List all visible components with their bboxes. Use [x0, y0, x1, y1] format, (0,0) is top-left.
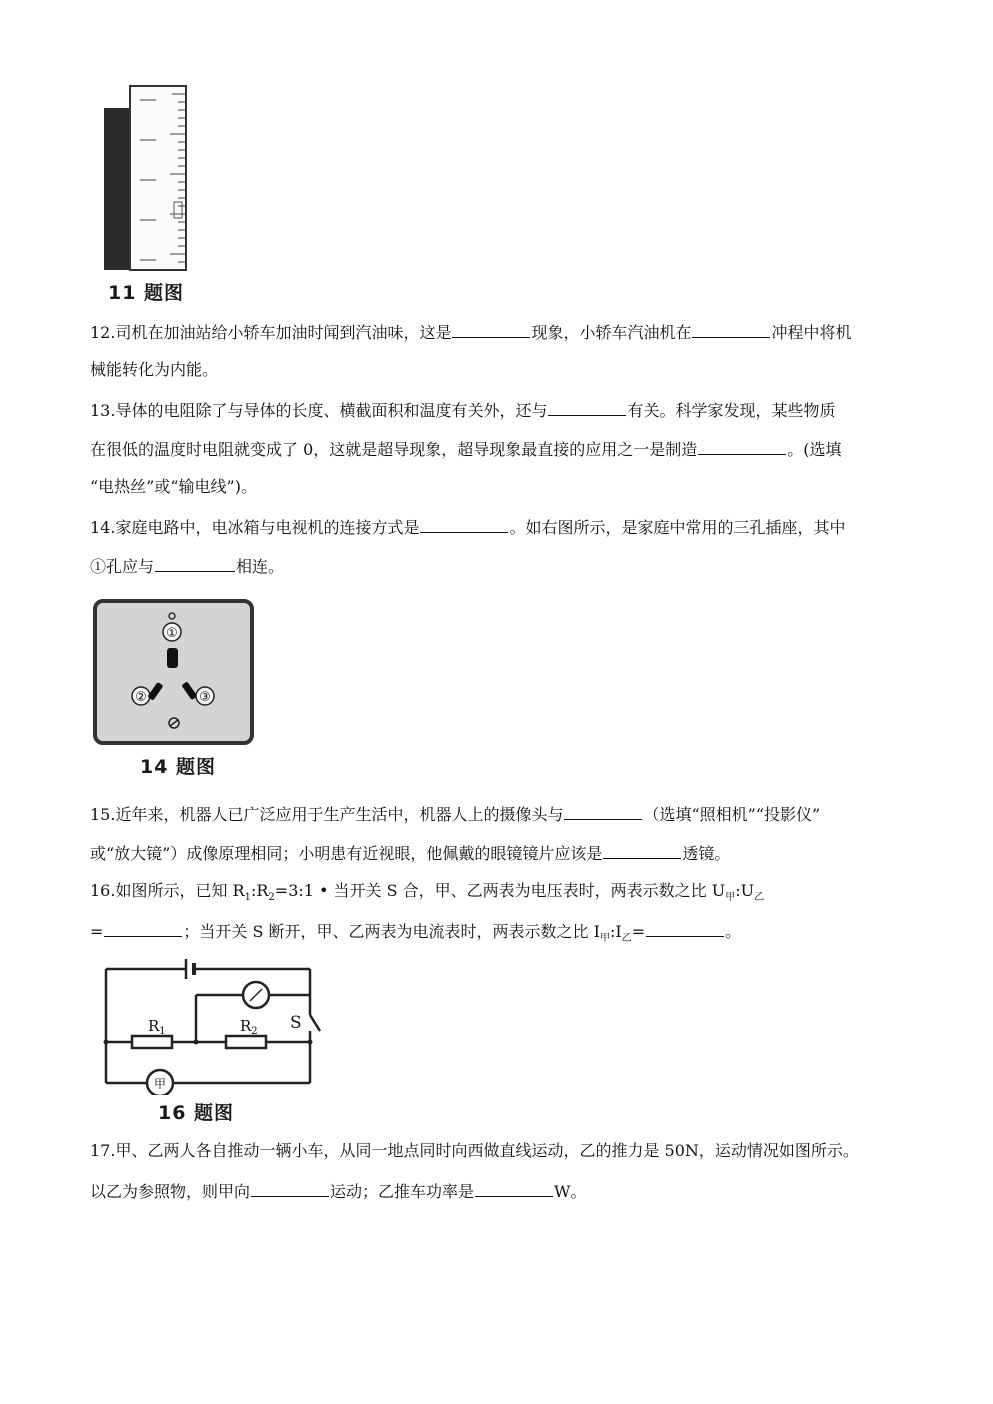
q16-text: 16.如图所示，已知 R [90, 881, 245, 900]
q15-line2 [90, 842, 730, 864]
q12-text: 12.司机在加油站给小轿车加油时闻到汽油味，这是 [90, 323, 452, 342]
q17-line2 [90, 1180, 586, 1202]
socket-hole-1-label: ① [166, 626, 178, 641]
subscript: 1 [244, 892, 251, 904]
ruler-figure [100, 80, 195, 275]
q16-line2 [90, 920, 741, 949]
answer-blank[interactable] [698, 438, 786, 455]
circuit-figure [98, 955, 328, 1095]
answer-blank[interactable] [420, 516, 508, 533]
subscript: 乙 [754, 892, 765, 904]
q15-text: （选填“照相机”“投影仪” [643, 805, 821, 824]
q12-text: 冲程中将机 [771, 323, 852, 342]
meter-jia-label: 甲 [153, 1077, 167, 1091]
fig14-caption: 14 题图 [140, 756, 217, 778]
r1-label: $R_1$ [148, 1017, 166, 1037]
q14-text: 。如右图所示，是家庭中常用的三孔插座，其中 [509, 518, 846, 537]
r2-label: $R_2$ [240, 1017, 258, 1037]
subscript: 乙 [621, 933, 632, 945]
subscript: 甲 [725, 892, 736, 904]
q16-text: =3:1 • 当开关 S 合，甲、乙两表为电压表时，两表示数之比 U [274, 881, 726, 900]
q15-text: 15.近年来，机器人已广泛应用于生产生活中，机器人上的摄像头与 [90, 805, 564, 824]
q14-line2 [90, 555, 284, 577]
q17-text: 以乙为参照物，则甲向 [90, 1182, 251, 1201]
q16-text: :U [735, 881, 755, 900]
q14-text: ①孔应与 [90, 557, 155, 576]
answer-blank[interactable] [251, 1180, 329, 1197]
q12-line2: 械能转化为内能。 [90, 360, 219, 379]
q16-text: :I [609, 922, 622, 941]
q15-line1 [90, 803, 820, 825]
q13-text: 。(选填 [787, 440, 842, 459]
answer-blank[interactable] [104, 920, 182, 937]
q13-text: 在很低的温度时电阻就变成了 0，这就是超导现象，超导现象最直接的应用之一是制造 [90, 440, 698, 459]
q13-line3: “电热丝”或“输电线”)。 [90, 477, 257, 496]
q15-text: 或“放大镜”）成像原理相同；小明患有近视眼，他佩戴的眼镜镜片应该是 [90, 844, 603, 863]
q16-text: 。 [725, 922, 742, 941]
answer-blank[interactable] [548, 399, 626, 416]
subscript: 2 [268, 892, 275, 904]
q16-text: ；当开关 S 断开，甲、乙两表为电流表时，两表示数之比 I [183, 922, 600, 941]
q16-text: = [631, 922, 646, 941]
subscript: 甲 [599, 933, 610, 945]
q14-text: 相连。 [236, 557, 285, 576]
answer-blank[interactable] [452, 321, 530, 338]
q17-text: 运动；乙推车功率是 [330, 1182, 475, 1201]
answer-blank[interactable] [475, 1180, 553, 1197]
q14-line1 [90, 516, 845, 538]
q15-text: 透镜。 [682, 844, 731, 863]
q17-line1: 17.甲、乙两人各自推动一辆小车，从同一地点同时向西做直线运动，乙的推力是 50N，运动情况如图所示。 [90, 1141, 859, 1160]
socket-hole-3-label: ③ [199, 690, 211, 705]
q16-text: :R [250, 881, 269, 900]
q12-line1 [90, 321, 851, 343]
switch-label: S [290, 1013, 302, 1033]
answer-blank[interactable] [692, 321, 770, 338]
answer-blank[interactable] [646, 920, 724, 937]
q16-line1 [90, 881, 764, 908]
answer-blank[interactable] [564, 803, 642, 820]
answer-blank[interactable] [155, 555, 235, 572]
q16-text: = [90, 922, 104, 941]
fig11-caption: 11 题图 [108, 282, 185, 304]
q14-text: 14.家庭电路中，电冰箱与电视机的连接方式是 [90, 518, 420, 537]
q13-line1 [90, 399, 835, 421]
socket-figure [92, 598, 257, 748]
q13-text: 有关。科学家发现，某些物质 [627, 401, 836, 420]
socket-hole-2-label: ② [135, 690, 147, 705]
answer-blank[interactable] [603, 842, 681, 859]
q12-text: 现象，小轿车汽油机在 [531, 323, 692, 342]
q13-text: 13.导体的电阻除了与导体的长度、横截面积和温度有关外，还与 [90, 401, 548, 420]
q13-line2 [90, 438, 842, 460]
fig16-caption: 16 题图 [158, 1102, 235, 1124]
q17-text: W。 [554, 1182, 587, 1201]
